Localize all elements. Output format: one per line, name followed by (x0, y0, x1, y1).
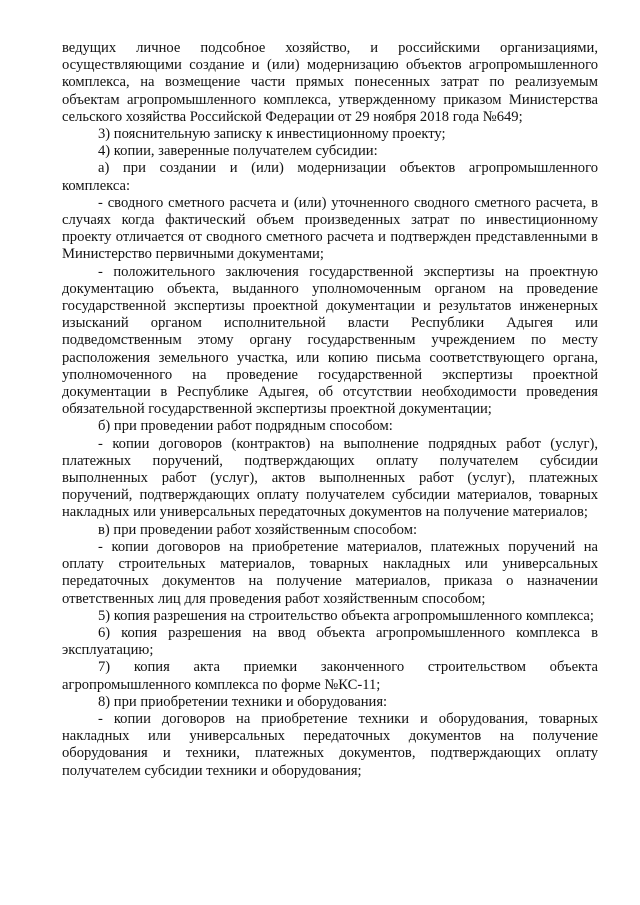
paragraph-item-3: 3) пояснительную записку к инвестиционному проекту; (98, 126, 446, 143)
paragraph-item-4v: в) при проведении работ хозяйственным способом: (98, 521, 417, 538)
paragraph-item-6: 6) копия разрешения на ввод объекта агропромышленного комплекса в эксплуатацию; (62, 624, 598, 659)
paragraph-item-7: 7) копия акта приемки законченного строительством объекта агропромышленного комплекса по форме №КС-11; (62, 659, 598, 693)
paragraph-4a-estimate: - сводного сметного расчета и (или) уточненного сводного сметного расчета, в случаях когда фактический объем произведенных затрат по инвестиционному проекту отличается от сводного сметного расчета и подтвержден представленными в Министерство первичными документами; (62, 194, 598, 263)
paragraph-item-4: 4) копии, заверенные получателем субсидии: (98, 143, 378, 160)
paragraph-8-contracts: - копии договоров на приобретение техники и оборудования, товарных накладных или универсальных передаточных документов на получение оборудования и техники, платежных документов, подтверждающих оплату получателем субсидии техники и оборудования; (62, 710, 598, 779)
paragraph-item-8: 8) при приобретении техники и оборудования: (98, 693, 388, 710)
paragraph-continuation: ведущих личное подсобное хозяйство, и российскими организациями, осуществляющими создание и (или) модернизацию объектов агропромышленного комплекса, на возмещение части прямых понесенных затрат по реализуемым объектам агропромышленного комплекса, утвержденному приказом Министерства сельского хозяйства Российской Федерации от 29 ноября 2018 года №649; (62, 40, 598, 125)
paragraph-item-4b: б) при проведении работ подрядным способом: (98, 418, 393, 435)
paragraph-item-4a: а) при создании и (или) модернизации объектов агропромышленного комплекса: (62, 160, 598, 194)
paragraph-4v-contracts: - копии договоров на приобретение материалов, платежных поручений на оплату строительных материалов, товарных накладных или универсальных передаточных документов на получение материалов, приказа о назначении ответственных лиц для проведения работ хозяйственным способом; (62, 538, 598, 607)
paragraph-item-5: 5) копия разрешения на строительство объекта агропромышленного комплекса; (98, 607, 594, 624)
paragraph-4a-expertise: - положительного заключения государственной экспертизы на проектную документацию объекта, выданного уполномоченным органом на проведение государственной экспертизы проектной документации и результатов инженерных изысканий органом исполнительной власти Республики Адыгея или подведомственным этому органу государственным учреждением по месту расположения земельного участка, или копию письма соответствующего органа, уполномоченного на проведение государственной экспертизы проектной документации в Республике Адыгея, об отсутствии необходимости проведения обязательной государственной экспертизы проектной документации; (62, 263, 598, 418)
paragraph-4b-contracts: - копии договоров (контрактов) на выполнение подрядных работ (услуг), платежных поручений, подтверждающих оплату получателем субсидии выполненных работ (услуг), актов выполненных работ (услуг), платежных поручений, подтверждающих оплату получателем субсидии материалов, товарных накладных или универсальных передаточных документов на получение материалов; (62, 435, 598, 521)
